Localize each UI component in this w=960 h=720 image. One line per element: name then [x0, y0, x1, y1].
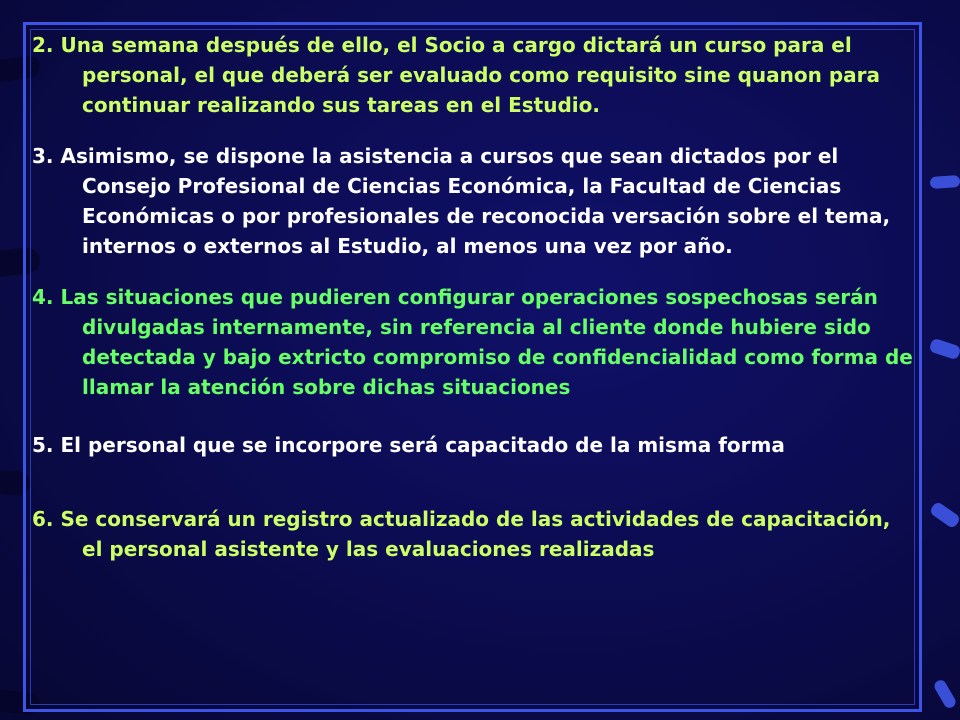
decorative-tick: [929, 338, 960, 361]
decorative-tick: [929, 501, 960, 530]
decorative-tick: [932, 678, 957, 710]
decorative-tick: [930, 175, 960, 189]
paragraph-4: 4. Las situaciones que pudieren configurar operaciones sospechosas serán divulgadas internamente, sin referencia al cliente donde hubiere sido detectada y bajo extricto compromiso de confidencialidad como forma de llamar la atención sobre dichas situaciones: [32, 285, 913, 399]
slide-content: [32, 30, 917, 564]
paragraph-3: 3. Asimismo, se dispone la asistencia a cursos que sean dictados por el Consejo Profesional de Ciencias Económica, la Facultad de Ciencias Económicas o por profesionales de reconocida versación sobre el tema, internos o externos al Estudio, al menos una vez por año.: [32, 144, 891, 258]
paragraph-5: 5. El personal que se incorpore será capacitado de la misma forma: [32, 433, 785, 457]
paragraph-6: 6. Se conservará un registro actualizado de las actividades de capacitación, el personal asistente y las evaluaciones realizadas: [32, 507, 891, 561]
paragraph-2: 2. Una semana después de ello, el Socio a cargo dictará un curso para el personal, el que deberá ser evaluado como requisito sine quanon para continuar realizando sus tareas en el Estudio.: [32, 33, 881, 117]
